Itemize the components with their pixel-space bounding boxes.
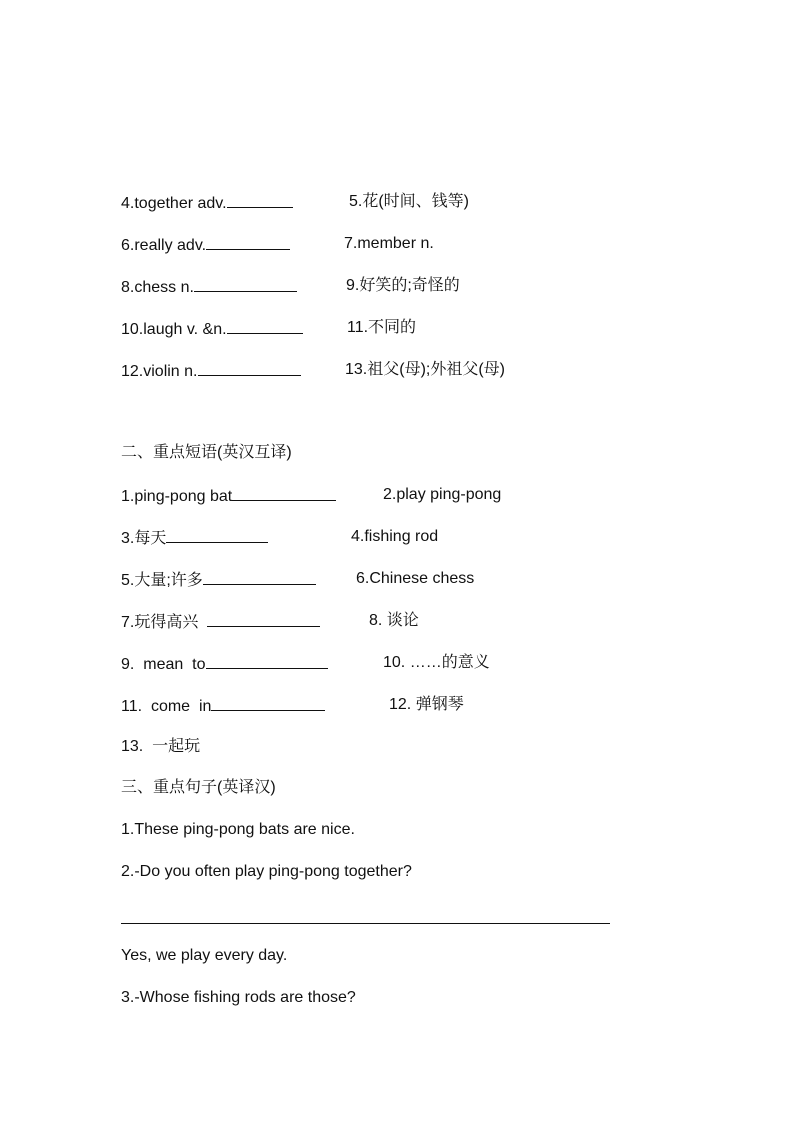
vocab-left: 8.chess n. [121,279,194,296]
answer-blank[interactable] [227,190,293,208]
phrase-right: 10. ……的意义 [383,654,490,671]
answer-blank[interactable] [203,567,316,585]
vocab-right: 9.好笑的;奇怪的 [346,277,460,294]
vocab-row [121,190,293,214]
section-heading: 二、重点短语(英汉互译) [121,444,292,461]
vocab-left: 10.laugh v. &n. [121,321,227,338]
phrase-right: 6.Chinese chess [356,570,475,587]
section-heading: 三、重点句子(英译汉) [121,779,276,796]
vocab-right: 5.花(时间、钱等) [349,193,470,210]
vocab-row [121,358,301,382]
answer-blank[interactable] [166,525,268,543]
answer-blank[interactable] [207,609,320,627]
sentence-2-answer: Yes, we play every day. [121,947,288,964]
vocab-left: 12.violin n. [121,363,198,380]
phrase-right: 12. 弹钢琴 [389,696,464,713]
phrase-left: 5.大量;许多 [121,572,203,589]
phrase-row [121,567,316,591]
answer-blank[interactable] [206,651,328,669]
vocab-row [121,274,297,298]
phrase-row [121,693,325,717]
phrase-row [121,525,268,549]
phrase-right: 8. 谈论 [369,612,419,629]
phrase-left: 9. mean to [121,656,206,673]
sentence-2: 2.-Do you often play ping-pong together? [121,863,412,880]
vocab-row [121,232,290,256]
phrase-left: 13. 一起玩 [121,738,201,755]
vocab-right: 13.祖父(母);外祖父(母) [345,361,506,378]
phrase-left: 11. come in [121,698,212,715]
vocab-row [121,316,303,340]
vocab-right: 7.member n. [344,235,434,252]
answer-blank[interactable] [211,693,325,711]
answer-blank[interactable] [194,274,297,292]
vocab-left: 4.together adv. [121,195,227,212]
answer-blank[interactable] [198,358,301,376]
vocab-left: 6.really adv. [121,237,207,254]
answer-blank[interactable] [206,232,290,250]
answer-blank[interactable] [227,316,303,334]
phrase-left: 1.ping-pong bat [121,488,233,505]
phrase-row [121,735,200,759]
phrase-left: 7.玩得高兴 [121,614,203,631]
answer-line[interactable] [121,923,610,924]
phrase-row [121,609,320,633]
phrase-right: 2.play ping-pong [383,486,502,503]
phrase-left: 3.每天 [121,530,167,547]
phrase-row [121,651,328,675]
answer-blank[interactable] [232,483,336,501]
phrase-right: 4.fishing rod [351,528,439,545]
sentence-1: 1.These ping-pong bats are nice. [121,821,355,838]
vocab-right: 11.不同的 [347,319,417,336]
sentence-3: 3.-Whose fishing rods are those? [121,989,356,1006]
phrase-row [121,483,336,507]
